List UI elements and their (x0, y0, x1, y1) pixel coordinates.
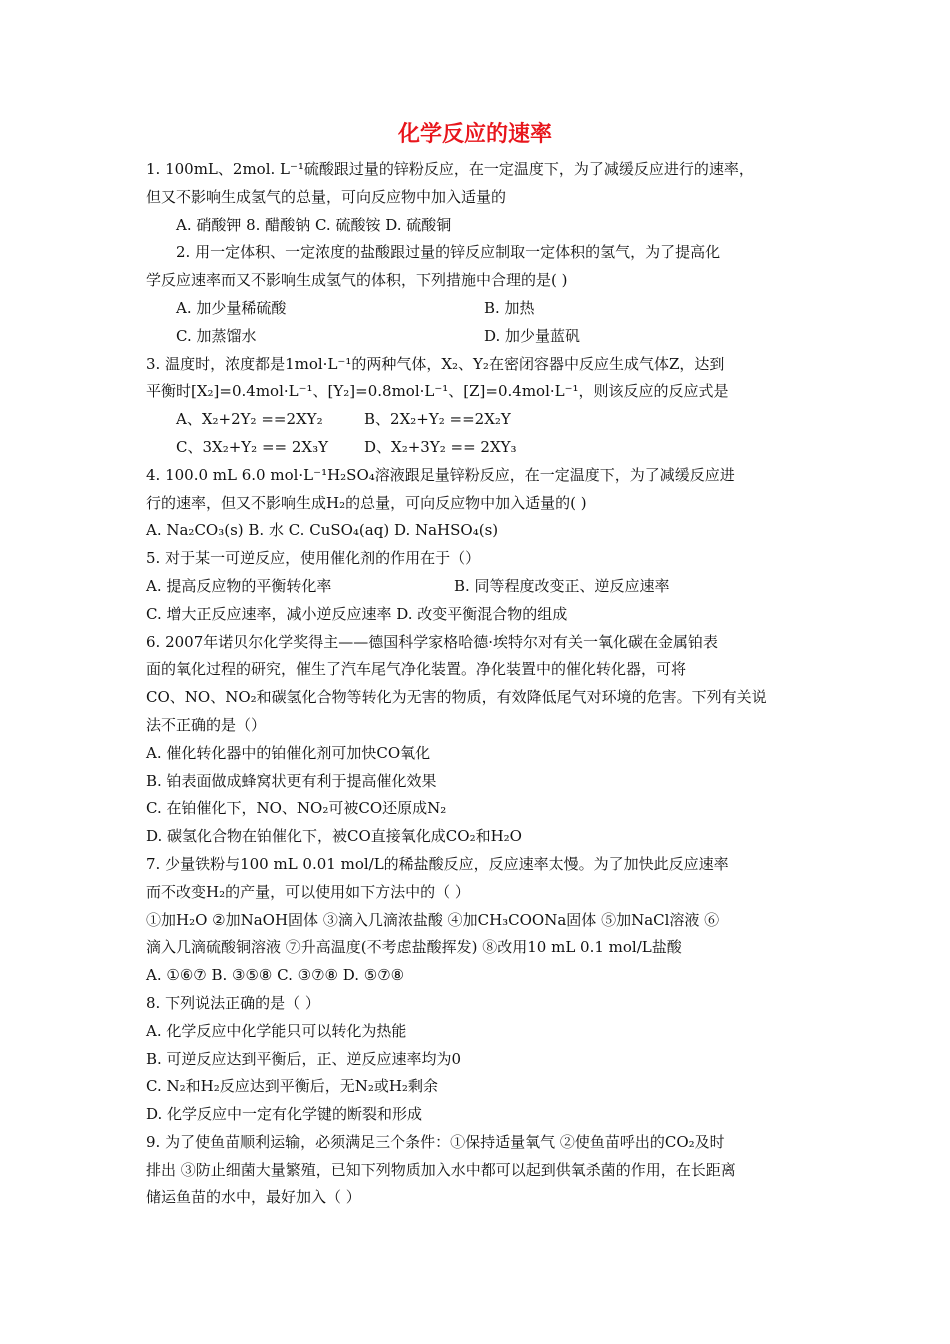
q3-line-2: 平衡时[X₂]=0.4mol·L⁻¹、[Y₂]=0.8mol·L⁻¹、[Z]=0.4mol·L⁻¹，则该反应的反应式是 (146, 382, 729, 401)
q6-option-c: C. 在铂催化下，NO、NO₂可被CO还原成N₂ (146, 799, 447, 818)
q4-options: A. Na₂CO₃(s) B. 水 C. CuSO₄(aq) D. NaHSO₄(s) (146, 521, 499, 540)
q5-option-b: B. 同等程度改变正、逆反应速率 (454, 576, 670, 595)
page-title: 化学反应的速率 (397, 122, 552, 147)
q3-line-1: 3. 温度时，浓度都是1mol·L⁻¹的两种气体，X₂、Y₂在密闭容器中反应生成气体Z，达到 (146, 354, 725, 373)
question-list (146, 156, 808, 1212)
q5-options-row-1 (146, 573, 808, 601)
q6-option-a: A. 催化转化器中的铂催化剂可加快CO氧化 (146, 743, 431, 762)
q7-options: A. ①⑥⑦ B. ③⑤⑧ C. ③⑦⑧ D. ⑤⑦⑧ (146, 966, 405, 985)
q8-option-a: A. 化学反应中化学能只可以转化为热能 (146, 1021, 407, 1040)
q2-option-d: D. 加少量蓝矾 (484, 326, 581, 345)
q5-option-d: D. 改变平衡混合物的组成 (396, 604, 568, 623)
q5-option-c: C. 增大正反应速率，减小逆反应速率 (146, 604, 392, 623)
q1-line-2: 但又不影响生成氢气的总量，可向反应物中加入适量的 (146, 187, 507, 206)
q7-line-2: 而不改变H₂的产量，可以使用如下方法中的（ ） (146, 882, 470, 901)
q4-line-1: 4. 100.0 mL 6.0 mol·L⁻¹H₂SO₄溶液跟足量锌粉反应，在一定温度下，为了减缓反应进 (146, 465, 735, 484)
q2-option-b: B. 加热 (484, 298, 535, 317)
q5-options-row-2 (146, 601, 808, 629)
q1-line-1: 1. 100mL、2mol. L⁻¹硫酸跟过量的锌粉反应，在一定温度下，为了减缓反应进行的速率， (146, 160, 754, 178)
q3-option-a: A、X₂+2Y₂ ==2XY₂ (176, 410, 323, 429)
q9-line-3: 储运鱼苗的水中，最好加入（ ） (146, 1188, 361, 1207)
q2-line-2: 学反应速率而又不影响生成氢气的体积，下列措施中合理的是( ) (146, 271, 568, 290)
q5-line-1: 5. 对于某一可逆反应，使用催化剂的作用在于（） (146, 549, 481, 568)
q2-options-row-2 (146, 323, 808, 351)
q9-line-1: 9. 为了使鱼苗顺利运输，必须满足三个条件：①保持适量氧气 ②使鱼苗呼出的CO₂及时 (146, 1132, 725, 1151)
q3-options-row-1 (146, 406, 808, 434)
q3-option-c: C、3X₂+Y₂ == 2X₃Y (176, 437, 329, 456)
q2-options-row-1 (146, 295, 808, 323)
q9-line-2: 排出 ③防止细菌大量繁殖，已知下列物质加入水中都可以起到供氧杀菌的作用，在长距离 (146, 1160, 736, 1179)
q6-line-1: 6. 2007年诺贝尔化学奖得主——德国科学家格哈德·埃特尔对有关一氧化碳在金属铂表 (146, 632, 719, 651)
q4-line-2: 行的速率，但又不影响生成H₂的总量，可向反应物中加入适量的( ) (146, 493, 587, 512)
q6-option-d: D. 碳氢化合物在铂催化下，被CO直接氧化成CO₂和H₂O (146, 827, 522, 846)
q3-option-d: D、X₂+3Y₂ == 2XY₃ (364, 437, 517, 456)
q8-option-d: D. 化学反应中一定有化学键的断裂和形成 (146, 1105, 423, 1124)
q6-line-2: 面的氧化过程的研究，催生了汽车尾气净化装置。净化装置中的催化转化器，可将 (146, 660, 687, 679)
q8-option-b: B. 可逆反应达到平衡后，正、逆反应速率均为0 (146, 1049, 462, 1068)
q7-line-4: 滴入几滴硫酸铜溶液 ⑦升高温度(不考虑盐酸挥发) ⑧改用10 mL 0.1 mol/L盐酸 (146, 938, 682, 957)
q8-option-c: C. N₂和H₂反应达到平衡后，无N₂或H₂剩余 (146, 1077, 438, 1096)
q2-option-c: C. 加蒸馏水 (176, 326, 257, 345)
q5-option-a: A. 提高反应物的平衡转化率 (146, 576, 332, 595)
q6-line-4: 法不正确的是（） (146, 715, 267, 734)
q7-line-3: ①加H₂O ②加NaOH固体 ③滴入几滴浓盐酸 ④加CH₃COONa固体 ⑤加NaCl溶液 ⑥ (146, 910, 720, 929)
q6-option-b: B. 铂表面做成蜂窝状更有利于提高催化效果 (146, 771, 437, 790)
q8-line-1: 8. 下列说法正确的是（ ） (146, 993, 320, 1012)
q1-options: A. 硝酸钾 8. 醋酸钠 C. 硫酸铵 D. 硫酸铜 (176, 215, 452, 234)
q2-line-1: 2. 用一定体积、一定浓度的盐酸跟过量的锌反应制取一定体积的氢气，为了提高化 (176, 243, 721, 262)
q6-line-3: CO、NO、NO₂和碳氢化合物等转化为无害的物质，有效降低尾气对环境的危害。下列有关说 (146, 688, 767, 707)
q3-option-b: B、2X₂+Y₂ ==2X₂Y (364, 410, 511, 429)
q2-option-a: A. 加少量稀硫酸 (176, 298, 287, 317)
q3-options-row-2 (146, 434, 808, 462)
q7-line-1: 7. 少量铁粉与100 mL 0.01 mol/L的稀盐酸反应，反应速率太慢。为了加快此反应速率 (146, 854, 729, 873)
